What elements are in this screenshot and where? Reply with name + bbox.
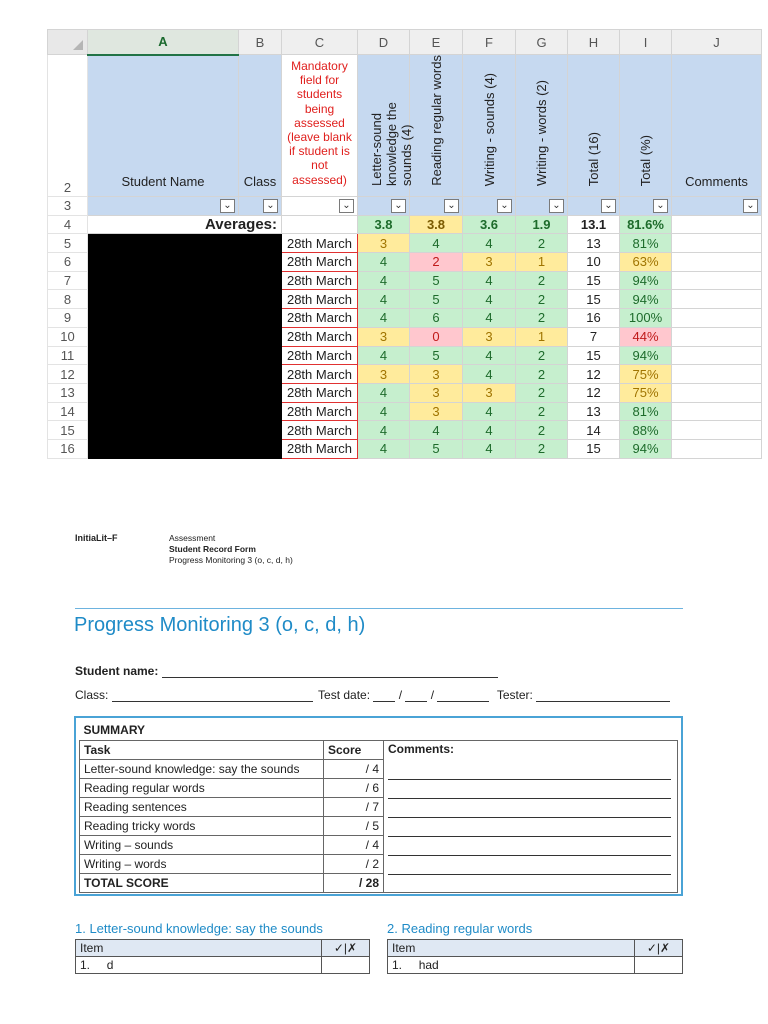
row-number[interactable]: 7	[48, 271, 88, 290]
summary-score[interactable]: / 7	[324, 797, 384, 816]
score-cell-d[interactable]: 4	[358, 439, 410, 458]
mandatory-field-header[interactable]	[282, 55, 358, 197]
filter-cell-a	[88, 197, 239, 216]
student-name-cell[interactable]	[88, 421, 239, 440]
filter-cell-e	[410, 197, 463, 216]
total16-header[interactable]	[568, 55, 620, 197]
column-header-e[interactable]: E	[410, 30, 463, 55]
column-header-d[interactable]: D	[358, 30, 410, 55]
student-name-cell[interactable]	[88, 365, 239, 384]
chevron-down-icon[interactable]: ⌄	[653, 199, 668, 213]
chevron-down-icon[interactable]: ⌄	[339, 199, 354, 213]
total-cell[interactable]: 15	[568, 271, 620, 290]
summary-task-header: Task	[80, 740, 324, 759]
class-cell[interactable]	[239, 234, 282, 253]
letter-sound-header-label: Letter-sound knowledge the sounds (4)	[368, 102, 414, 186]
comment-line[interactable]	[388, 761, 671, 780]
date-cell[interactable]: 28th March	[282, 309, 358, 328]
score-cell-d[interactable]: 4	[358, 383, 410, 402]
meta-pm: Progress Monitoring 3 (o, c, d, h)	[169, 555, 293, 565]
score-cell-e[interactable]: 4	[410, 234, 463, 253]
date-cell[interactable]: 28th March	[282, 234, 358, 253]
total-cell[interactable]: 12	[568, 383, 620, 402]
chevron-down-icon[interactable]: ⌄	[444, 199, 459, 213]
column-header-b[interactable]: B	[239, 30, 282, 55]
percent-cell[interactable]: 94%	[620, 439, 672, 458]
score-cell-g[interactable]: 2	[516, 234, 568, 253]
section1-check-header: ✓|✗	[322, 940, 370, 957]
chevron-down-icon[interactable]: ⌄	[743, 199, 758, 213]
average-writing-words[interactable]: 1.9	[516, 215, 568, 234]
section2-table	[387, 939, 683, 974]
comment-line[interactable]	[388, 837, 671, 856]
summary-score[interactable]: / 2	[324, 854, 384, 873]
comments-header[interactable]	[672, 55, 762, 197]
score-cell-e[interactable]: 5	[410, 271, 463, 290]
score-cell-f[interactable]: 4	[463, 290, 516, 309]
comments-cell[interactable]	[672, 253, 762, 272]
table-row	[48, 309, 762, 328]
score-cell-e[interactable]: 5	[410, 439, 463, 458]
summary-task: Reading sentences	[80, 797, 324, 816]
total-cell[interactable]: 16	[568, 309, 620, 328]
filter-cell-d	[358, 197, 410, 216]
chevron-down-icon[interactable]: ⌄	[549, 199, 564, 213]
summary-task: Letter-sound knowledge: say the sounds	[80, 759, 324, 778]
date-separator: /	[430, 688, 435, 702]
chevron-down-icon[interactable]: ⌄	[220, 199, 235, 213]
score-cell-f[interactable]: 3	[463, 327, 516, 346]
filter-cell-h	[568, 197, 620, 216]
filter-row	[48, 197, 762, 216]
item-text: d	[106, 958, 114, 972]
class-cell[interactable]	[239, 402, 282, 421]
score-cell-d[interactable]: 4	[358, 346, 410, 365]
section1-title: 1. Letter-sound knowledge: say the sounds	[75, 921, 323, 936]
date-cell[interactable]: 28th March	[282, 346, 358, 365]
score-cell-g[interactable]: 2	[516, 421, 568, 440]
comment-line[interactable]	[388, 818, 671, 837]
select-all-corner[interactable]	[48, 30, 88, 55]
percent-cell[interactable]: 81%	[620, 402, 672, 421]
spreadsheet	[47, 29, 755, 480]
comment-line[interactable]	[388, 856, 671, 875]
reading-regular-header[interactable]	[410, 55, 463, 197]
averages-cell-j[interactable]	[672, 215, 762, 234]
writing-words-header[interactable]	[516, 55, 568, 197]
score-cell-d[interactable]: 4	[358, 290, 410, 309]
total-pct-header-label: Total (%)	[638, 134, 653, 186]
column-header-c[interactable]: C	[282, 30, 358, 55]
row-number[interactable]: 6	[48, 253, 88, 272]
test-date-month-field[interactable]	[405, 688, 427, 702]
score-cell-g[interactable]: 2	[516, 402, 568, 421]
summary-task: Writing – words	[80, 854, 324, 873]
table-row	[48, 421, 762, 440]
total-cell[interactable]: 15	[568, 439, 620, 458]
section1-table-wrap	[75, 939, 370, 1024]
section2-check-header: ✓|✗	[635, 940, 683, 957]
row-number[interactable]: 10	[48, 327, 88, 346]
summary-score[interactable]: / 4	[324, 835, 384, 854]
column-header-j[interactable]: J	[672, 30, 762, 55]
test-date-year-field[interactable]	[437, 688, 489, 702]
class-field[interactable]	[112, 688, 313, 702]
score-cell-d[interactable]: 4	[358, 309, 410, 328]
summary-score[interactable]: / 5	[324, 816, 384, 835]
averages-cell-c[interactable]	[282, 215, 358, 234]
row-number[interactable]: 8	[48, 290, 88, 309]
comments-cell[interactable]	[672, 383, 762, 402]
score-cell-f[interactable]: 4	[463, 439, 516, 458]
summary-task: Reading tricky words	[80, 816, 324, 835]
summary-title: SUMMARY	[80, 721, 678, 740]
class-header[interactable]	[239, 55, 282, 197]
score-cell-f[interactable]: 4	[463, 365, 516, 384]
date-cell[interactable]: 28th March	[282, 271, 358, 290]
summary-comments-cell[interactable]	[384, 740, 678, 892]
summary-box	[74, 716, 683, 896]
score-cell-d[interactable]: 4	[358, 271, 410, 290]
score-cell-f[interactable]: 4	[463, 346, 516, 365]
section1-item-1	[76, 957, 322, 974]
section1-item-header: Item	[76, 940, 322, 957]
score-cell-e[interactable]: 6	[410, 309, 463, 328]
table-row	[48, 290, 762, 309]
score-cell-e[interactable]: 2	[410, 253, 463, 272]
average-reading-regular[interactable]: 3.8	[410, 215, 463, 234]
row-number[interactable]: 2	[48, 55, 88, 197]
table-row	[48, 327, 762, 346]
score-cell-e[interactable]: 5	[410, 346, 463, 365]
date-cell[interactable]: 28th March	[282, 365, 358, 384]
average-total16[interactable]: 13.1	[568, 215, 620, 234]
comments-header-label: Comments	[685, 174, 748, 189]
chevron-down-icon[interactable]: ⌄	[391, 199, 406, 213]
date-cell[interactable]: 28th March	[282, 383, 358, 402]
percent-cell[interactable]: 100%	[620, 309, 672, 328]
score-cell-g[interactable]: 2	[516, 365, 568, 384]
score-cell-e[interactable]: 5	[410, 290, 463, 309]
column-header-h[interactable]: H	[568, 30, 620, 55]
comments-lines	[388, 761, 671, 875]
score-cell-f[interactable]: 4	[463, 309, 516, 328]
summary-task: Reading regular words	[80, 778, 324, 797]
score-cell-d[interactable]: 3	[358, 234, 410, 253]
comments-cell[interactable]	[672, 234, 762, 253]
score-cell-f[interactable]: 3	[463, 253, 516, 272]
chevron-down-icon[interactable]: ⌄	[601, 199, 616, 213]
summary-task: Writing – sounds	[80, 835, 324, 854]
table-row	[48, 365, 762, 384]
table-row	[48, 346, 762, 365]
averages-label[interactable]: Averages:	[88, 215, 282, 234]
score-cell-e[interactable]: 3	[410, 365, 463, 384]
score-cell-g[interactable]: 1	[516, 253, 568, 272]
item-number: 1.	[392, 958, 403, 972]
score-cell-d[interactable]: 4	[358, 421, 410, 440]
comments-cell[interactable]	[672, 365, 762, 384]
item-number: 1.	[80, 958, 91, 972]
table-row	[48, 402, 762, 421]
comment-line[interactable]	[388, 780, 671, 799]
column-header-g[interactable]: G	[516, 30, 568, 55]
score-cell-e[interactable]: 0	[410, 327, 463, 346]
comments-cell[interactable]	[672, 439, 762, 458]
class-cell[interactable]	[239, 421, 282, 440]
date-cell[interactable]: 28th March	[282, 290, 358, 309]
filter-cell-j	[672, 197, 762, 216]
total-cell[interactable]: 7	[568, 327, 620, 346]
percent-cell[interactable]: 81%	[620, 234, 672, 253]
section2-table-wrap	[387, 939, 683, 1024]
percent-cell[interactable]: 94%	[620, 346, 672, 365]
test-date-day-field[interactable]	[373, 688, 395, 702]
table-row	[48, 234, 762, 253]
comments-cell[interactable]	[672, 309, 762, 328]
row-number[interactable]: 16	[48, 439, 88, 458]
reading-regular-header-label: Reading regular words	[428, 55, 444, 186]
chevron-down-icon[interactable]: ⌄	[263, 199, 278, 213]
comments-cell[interactable]	[672, 402, 762, 421]
chevron-down-icon[interactable]: ⌄	[497, 199, 512, 213]
class-cell[interactable]	[239, 290, 282, 309]
total-pct-header[interactable]	[620, 55, 672, 197]
meta-record-form: Student Record Form	[169, 544, 256, 554]
table-row	[48, 439, 762, 458]
student-name-cell[interactable]	[88, 271, 239, 290]
averages-row	[48, 215, 762, 234]
score-cell-g[interactable]: 2	[516, 290, 568, 309]
score-cell-d[interactable]: 3	[358, 327, 410, 346]
row-number[interactable]: 14	[48, 402, 88, 421]
section2-item-header: Item	[388, 940, 635, 957]
summary-score[interactable]: / 4	[324, 759, 384, 778]
average-letter-sound[interactable]: 3.8	[358, 215, 410, 234]
filter-cell-g	[516, 197, 568, 216]
column-header-i[interactable]: I	[620, 30, 672, 55]
student-name-cell[interactable]	[88, 346, 239, 365]
class-cell[interactable]	[239, 327, 282, 346]
student-name-cell[interactable]	[88, 290, 239, 309]
date-cell[interactable]: 28th March	[282, 439, 358, 458]
percent-cell[interactable]: 88%	[620, 421, 672, 440]
date-cell[interactable]: 28th March	[282, 421, 358, 440]
table-row	[48, 383, 762, 402]
student-name-cell[interactable]	[88, 383, 239, 402]
section2-title: 2. Reading regular words	[387, 921, 533, 936]
class-cell[interactable]	[239, 309, 282, 328]
total-cell[interactable]: 10	[568, 253, 620, 272]
percent-cell[interactable]: 94%	[620, 290, 672, 309]
class-cell[interactable]	[239, 253, 282, 272]
filter-cell-c	[282, 197, 358, 216]
score-cell-g[interactable]: 2	[516, 309, 568, 328]
filter-cell-b	[239, 197, 282, 216]
summary-table	[79, 721, 678, 893]
score-cell-g[interactable]: 2	[516, 346, 568, 365]
column-header-row	[48, 30, 762, 55]
row-number[interactable]: 15	[48, 421, 88, 440]
score-cell-g[interactable]: 2	[516, 271, 568, 290]
score-cell-f[interactable]: 3	[463, 383, 516, 402]
column-header-f[interactable]: F	[463, 30, 516, 55]
comments-cell[interactable]	[672, 271, 762, 290]
mandatory-field-note: Mandatory field for students being assessed (leave blank if student is not assessed)	[287, 59, 352, 187]
student-name-cell[interactable]	[88, 327, 239, 346]
tester-field[interactable]	[536, 688, 670, 702]
score-cell-d[interactable]: 4	[358, 402, 410, 421]
score-cell-f[interactable]: 4	[463, 234, 516, 253]
percent-cell[interactable]: 75%	[620, 365, 672, 384]
test-date-label: Test date:	[318, 688, 371, 702]
row-number[interactable]: 12	[48, 365, 88, 384]
table-row	[48, 253, 762, 272]
score-cell-d[interactable]: 4	[358, 253, 410, 272]
comment-line[interactable]	[388, 799, 671, 818]
student-name-cell[interactable]	[88, 439, 239, 458]
table-row	[48, 271, 762, 290]
score-cell-d[interactable]: 3	[358, 365, 410, 384]
comments-cell[interactable]	[672, 346, 762, 365]
writing-sounds-header[interactable]	[463, 55, 516, 197]
header-row	[48, 55, 762, 197]
total-cell[interactable]: 14	[568, 421, 620, 440]
title-rule	[75, 608, 683, 609]
student-name-field[interactable]	[162, 664, 498, 678]
student-name-cell[interactable]	[88, 309, 239, 328]
spreadsheet-grid	[47, 29, 762, 459]
class-cell[interactable]	[239, 439, 282, 458]
filter-cell-f	[463, 197, 516, 216]
brand-label: InitiaLit–F	[75, 533, 118, 543]
tester-label: Tester:	[496, 688, 533, 702]
section2-item-1	[388, 957, 635, 974]
percent-cell[interactable]: 63%	[620, 253, 672, 272]
meta-block	[169, 533, 293, 566]
score-cell-g[interactable]: 2	[516, 383, 568, 402]
percent-cell[interactable]: 94%	[620, 271, 672, 290]
item-text: had	[418, 958, 439, 972]
section2-check-1[interactable]	[635, 957, 683, 974]
comments-cell[interactable]	[672, 327, 762, 346]
summary-score-header: Score	[324, 740, 384, 759]
total-score-label: TOTAL SCORE	[80, 873, 324, 892]
score-cell-f[interactable]: 4	[463, 421, 516, 440]
class-cell[interactable]	[239, 271, 282, 290]
student-name-label: Student name:	[75, 664, 159, 678]
meta-assessment: Assessment	[169, 533, 216, 543]
student-name-header-label: Student Name	[121, 174, 205, 189]
row-number[interactable]: 9	[48, 309, 88, 328]
class-date-tester-row	[75, 688, 685, 702]
score-cell-g[interactable]: 2	[516, 439, 568, 458]
student-name-cell[interactable]	[88, 402, 239, 421]
total-cell[interactable]: 15	[568, 346, 620, 365]
score-cell-f[interactable]: 4	[463, 271, 516, 290]
student-name-row	[75, 664, 505, 678]
student-name-header[interactable]	[88, 55, 239, 197]
class-cell[interactable]	[239, 365, 282, 384]
total-cell[interactable]: 15	[568, 290, 620, 309]
percent-cell[interactable]: 75%	[620, 383, 672, 402]
score-cell-e[interactable]: 3	[410, 402, 463, 421]
section1-check-1[interactable]	[322, 957, 370, 974]
column-header-a[interactable]: A	[88, 30, 239, 55]
letter-sound-header[interactable]	[358, 55, 414, 197]
student-name-cell[interactable]	[88, 234, 239, 253]
writing-sounds-header-label: Writing - sounds (4)	[481, 72, 497, 186]
student-name-cell[interactable]	[88, 253, 239, 272]
summary-score[interactable]: / 6	[324, 778, 384, 797]
row-number[interactable]: 11	[48, 346, 88, 365]
page-title: Progress Monitoring 3 (o, c, d, h)	[74, 614, 366, 636]
writing-words-header-label: Writing - words (2)	[534, 80, 549, 186]
score-cell-e[interactable]: 3	[410, 383, 463, 402]
percent-cell[interactable]: 44%	[620, 327, 672, 346]
row-number[interactable]: 3	[48, 197, 88, 216]
summary-comments-header: Comments:	[388, 741, 455, 756]
row-number[interactable]: 13	[48, 383, 88, 402]
score-cell-f[interactable]: 4	[463, 402, 516, 421]
comments-cell[interactable]	[672, 421, 762, 440]
comments-cell[interactable]	[672, 290, 762, 309]
total-score-value[interactable]: / 28	[324, 873, 384, 892]
average-total-pct[interactable]: 81.6%	[620, 215, 672, 234]
score-cell-e[interactable]: 4	[410, 421, 463, 440]
row-number[interactable]: 5	[48, 234, 88, 253]
section1-table	[75, 939, 370, 974]
average-writing-sounds[interactable]: 3.6	[463, 215, 516, 234]
date-cell[interactable]: 28th March	[282, 327, 358, 346]
date-cell[interactable]: 28th March	[282, 253, 358, 272]
total16-header-label: Total (16)	[586, 131, 601, 186]
class-label: Class:	[75, 688, 109, 702]
filter-cell-i	[620, 197, 672, 216]
total-cell[interactable]: 13	[568, 234, 620, 253]
score-cell-g[interactable]: 1	[516, 327, 568, 346]
class-header-label: Class	[243, 174, 277, 189]
total-cell[interactable]: 12	[568, 365, 620, 384]
date-separator: /	[398, 688, 403, 702]
row-number[interactable]: 4	[48, 215, 88, 234]
total-cell[interactable]: 13	[568, 402, 620, 421]
class-cell[interactable]	[239, 346, 282, 365]
class-cell[interactable]	[239, 383, 282, 402]
date-cell[interactable]: 28th March	[282, 402, 358, 421]
